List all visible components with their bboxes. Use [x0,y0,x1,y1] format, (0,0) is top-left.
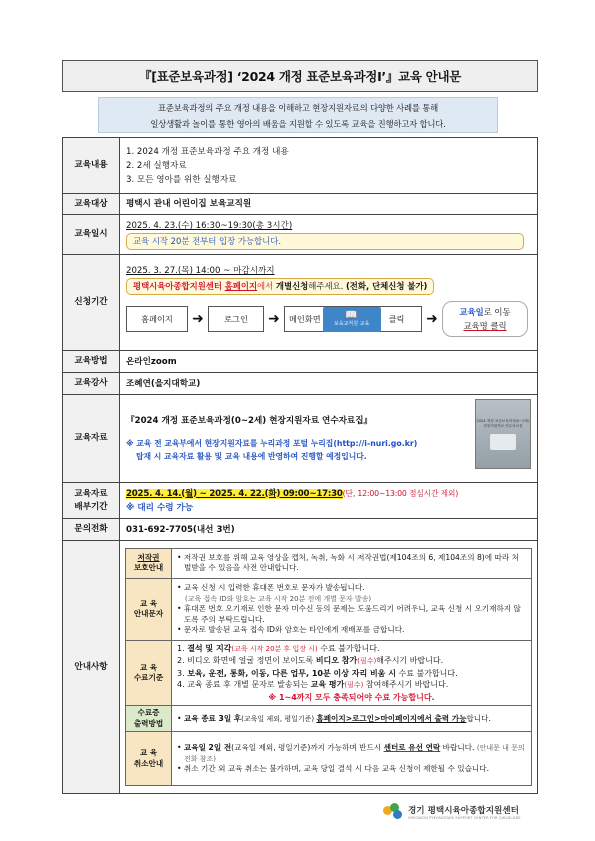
final-edu-day: 교육일 [459,307,484,317]
copyright-label-1: 저작권 [137,552,160,562]
row-method [63,351,538,373]
sms-label-2: 안내문자 [133,609,164,619]
sms-label [126,578,172,640]
content-item: 1. 2024 개정 표준보육과정 주요 개정 내용 [126,146,289,157]
material-book-title: 『2024 개정 표준보육과정(0~2세) 현장지원자료 연수자료집』 [126,416,373,426]
apply-period: 2025. 3. 27.(목) 14:00 ~ 마감시까지 [126,266,275,276]
distribution-label-1: 교육자료 [74,488,108,499]
apply-mid: 에서 [257,281,274,291]
step-homepage: 홈페이지 [126,306,188,332]
sms-label-1: 교 육 [139,598,158,608]
certificate-b: (교육일 제외, 평일기준) [241,714,317,723]
material-note-2: 탑재 시 교육자료 활용 및 교육 내용에 반영하여 진행할 예정입니다. [136,452,367,461]
datetime-date: 2025. 4. 23.(수) 16:30~19:30(총 3시간) [126,221,293,231]
open-book-icon: 📖 [345,309,358,321]
center-name: 평택시육아종합지원센터 [133,281,222,291]
org-logo-icon [383,803,405,821]
apply-note: (전화, 단체신청 불가) [345,281,428,291]
row-guide [63,541,538,794]
org-name-en: GYEONGGI PYEONGTAEK SUPPORT CENTER FOR CHILDCARE [408,816,521,820]
guide-copyright [126,548,532,578]
completion-text [172,640,532,706]
completion-item-1: 1. 결석 및 지각(교육 시작 20분 후 입장 시) 수료 불가합니다. [177,643,380,653]
cancel-d-small: (안내문 내 문의전화 참조) [184,744,525,763]
certificate-a: 교육 종료 3일 후 [183,713,242,723]
distribution-label-2: 배부기간 [74,501,108,512]
sms-b2: 휴대폰 번호 오기재로 인한 문자 미수신 등의 문제는 도움드리기 어려우니, 교육 신청 시 오기재하지 않도록 주의 부탁드립니다. [183,604,521,624]
arrow-right-icon: ➜ [268,311,280,327]
completion-item-4: 4. 교육 종료 후 개별 문자로 발송되는 교육 평가(필수) 참여해주시기 바랍니다. [177,680,449,690]
row-contact [63,519,538,541]
apply-callout [126,278,434,295]
row-label-apply: 신청기간 [63,255,120,351]
arrow-right-icon: ➜ [426,311,438,327]
row-label-method: 교육방법 [63,351,120,373]
cancel-a: 교육일 2일 전 [183,743,232,752]
content-list [120,138,538,194]
book-cover-mark [490,434,516,450]
cancel-label-2: 취소안내 [133,758,164,768]
step-click-label: 클릭 [388,314,405,324]
final-click-name: 교육명 클릭 [463,321,507,331]
certificate-label [126,706,172,732]
target-text: 평택시 관내 어린이집 보육교직원 [120,194,538,215]
completion-item-3: 3. 보육, 운전, 통화, 이동, 다른 업무, 10분 이상 자리 비움 시 수료 불가합니다. [177,668,458,678]
certificate-d: 합니다. [466,713,491,723]
row-lecturer [63,373,538,395]
row-target [63,194,538,215]
row-label-datetime: 교육일시 [63,215,120,255]
document-title-text: 『[표준보육과정] ‘2024 개정 표준보육과정Ⅰ’』교육 안내문 [139,69,461,84]
cancel-label [126,732,172,786]
row-label-material: 교육자료 [63,395,120,483]
apply-steps [126,301,531,337]
step-main-label: 메인화면 [289,314,321,324]
completion-label-2: 수료기준 [133,673,164,682]
content-item: 2. 2세 실행자료 [126,160,187,171]
row-label-lecturer: 교육강사 [63,373,120,395]
material-note-1: ※ 교육 전 교육부에서 현장지원자료를 누리과정 포털 누리집(http://i-nuri.go.kr) [126,439,418,448]
completion-item-2: 2. 비디오 화면에 얼굴 정면이 보이도록 비디오 참가(필수)해주시기 바랍니다. [177,656,444,666]
book-cover-title: 2024 개정 표준보육과정(0~2세) 현장지원자료 연수자료집 [476,418,530,428]
cancel-d: 바랍니다. [442,743,477,752]
org-logo-text [408,804,521,820]
cancel-e: 취소 기간 외 교육 취소는 불가하며, 교육 당일 결석 시 다음 교육 신청이 제한될 수 있습니다. [183,764,490,773]
guide-cancel [126,732,532,786]
guide-cell [120,541,538,794]
apply-cell [120,255,538,351]
info-table [62,137,538,794]
document-title [62,60,538,92]
row-distribution [63,483,538,519]
sms-b3: 문자로 발송된 교육 접속 ID와 암호는 타인에게 재배포를 금합니다. [183,625,405,634]
step-main-screen [284,306,422,332]
completion-warning: ※ 1~4까지 모두 충족되어야 수료 가능합니다. [268,692,435,702]
entry-notice: 교육 시작 20분 전부터 입장 가능합니다. [126,233,524,250]
copyright-body: 저작권 보호를 위해 교육 영상을 캡처, 녹취, 녹화 시 저작권법(제104조의 6, 제104조의 8)에 따라 처벌받을 수 있음을 사전 안내합니다. [183,552,519,573]
row-label-guide: 안내사항 [63,541,120,794]
intro-line-2: 일상생활과 놀이를 통한 영아의 배움을 지원할 수 있도록 교육을 진행하고자 합니다. [150,119,446,129]
guide-certificate [126,706,532,732]
step-login: 로그인 [208,306,264,332]
certificate-label-2: 출력방법 [133,718,164,728]
sms-text: • 교육 신청 시 입력한 휴대폰 번호로 문자가 발송됩니다. (교육 접속 ID와 암호는 교육 시작 20분 전에 개별 문자 발송) • 휴대폰 번호 오기재로 인한 문자 미수신 등의 문제는 도움드리기 어려우니, 교육 신청 시 오기재하지 않도록 주의 부탁드립니다. • 문자로 발송된 교육 접속 ID와 암호는 타인에게 재배포를 금합니다. [172,578,532,640]
apply-tail: 해주세요. [308,281,344,291]
certificate-text: • 교육 종료 3일 후(교육일 제외, 평일기준) 홈페이지>로그인>마이페이지에서 출력 가능합니다. [172,706,532,732]
contact-phone[interactable]: 031-692-7705(내선 3번) [120,519,538,541]
row-datetime [63,215,538,255]
guide-completion [126,640,532,706]
lecturer-text: 조혜연(을지대학교) [120,373,538,395]
datetime-cell [120,215,538,255]
intro-line-1: 표준보육과정의 주요 개정 내용을 이해하고 현장지원자료의 다양한 사례를 통해 [157,103,439,113]
content-item: 3. 모든 영아를 위한 실행자료 [126,174,237,185]
final-move: 로 이동 [483,307,511,317]
row-material [63,395,538,483]
intro-box [98,97,498,133]
book-icon [323,307,381,332]
row-label-content: 교육내용 [63,138,120,194]
arrow-right-icon: ➜ [192,311,204,327]
org-name: 경기 평택시육아종합지원센터 [408,806,519,816]
guide-table [125,548,532,787]
sms-b1-small: (교육 접속 ID와 암호는 교육 시작 20분 전에 개별 문자 발송) [185,594,372,603]
cancel-text: • 교육일 2일 전(교육일 제외, 평일기준)까지 가능하며 반드시 센터로 유선 연락 바랍니다. (안내문 내 문의전화 참조) • 취소 기간 외 교육 취소는 불가하며, 교육 당일 결석 시 다음 교육 신청이 제한될 수 있습니다. [172,732,532,786]
completion-label-1: 교 육 [139,662,158,672]
copyright-text: • 저작권 보호를 위해 교육 영상을 캡처, 녹취, 녹화 시 저작권법(제104조의 6, 제104조의 8)에 따라 처벌받을 수 있음을 사전 안내합니다. [172,548,532,578]
row-content [63,138,538,194]
completion-label [126,640,172,706]
distribution-lunch: (단, 12:00~13:00 점심시간 제외) [342,488,459,498]
distribution-period: 2025. 4. 14.(월) ~ 2025. 4. 22.(화) 09:00~17:30 [126,488,343,499]
row-label-contact: 문의전화 [63,519,120,541]
cancel-label-1: 교 육 [139,748,158,758]
method-text: 온라인zoom [120,351,538,373]
book-icon-label: 보육교직원 교육 [333,320,370,327]
distribution-cell [120,483,538,519]
row-apply [63,255,538,351]
guide-sms [126,578,532,640]
material-cell [120,395,538,483]
book-cover-image [475,399,531,469]
cancel-phone-contact: 센터로 유선 연락 [383,743,441,752]
distribution-pickup: ※ 대리 수령 가능 [126,502,194,513]
copyright-label-2: 보호안내 [133,563,164,573]
sms-b1: 교육 신청 시 입력한 휴대폰 번호로 문자가 발송됩니다. [183,583,365,592]
row-label-distribution [63,483,120,519]
org-logo [383,803,521,821]
copyright-label [126,548,172,578]
homepage-link[interactable]: 홈페이지 [224,281,258,291]
apply-individual: 개별신청 [275,281,309,291]
certificate-path: 홈페이지>로그인>마이페이지에서 출력 가능 [316,713,467,723]
step-final [442,301,528,337]
cancel-b: (교육일 제외, 평일기준)까지 가능하며 반드시 [231,743,384,752]
row-label-target: 교육대상 [63,194,120,215]
certificate-label-1: 수료증 [137,708,160,718]
